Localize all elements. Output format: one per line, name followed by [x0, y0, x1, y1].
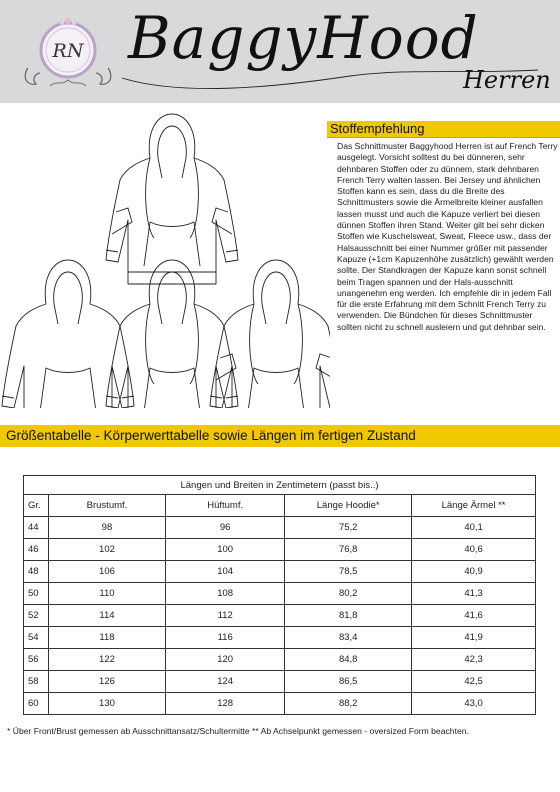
cell-chest: 122: [48, 649, 165, 671]
cell-hoodie-length: 76,8: [285, 539, 412, 561]
cell-hip: 116: [166, 627, 285, 649]
cell-size: 56: [24, 649, 49, 671]
table-caption: Längen und Breiten in Zentimetern (passt bis..): [24, 476, 536, 495]
cell-size: 50: [24, 583, 49, 605]
table-row: [24, 671, 536, 693]
cell-size: 44: [24, 517, 49, 539]
column-header-chest: Brustumf.: [48, 495, 165, 517]
cell-sleeve-length: 43,0: [412, 693, 536, 715]
hoodie-sketch-middle: [106, 260, 238, 408]
cell-hip: 100: [166, 539, 285, 561]
cell-hoodie-length: 78,5: [285, 561, 412, 583]
table-row: [24, 539, 536, 561]
brand-subtitle: Herren: [463, 66, 551, 94]
fabric-heading-bar: [327, 121, 560, 138]
header-banner: [0, 0, 560, 103]
cell-sleeve-length: 42,5: [412, 671, 536, 693]
cell-chest: 102: [48, 539, 165, 561]
column-header-hoodie-length: Länge Hoodie*: [285, 495, 412, 517]
cell-hoodie-length: 81,8: [285, 605, 412, 627]
cell-chest: 130: [48, 693, 165, 715]
fabric-heading: Stoffempfehlung: [330, 121, 425, 136]
column-header-size: Gr.: [24, 495, 49, 517]
cell-hoodie-length: 88,2: [285, 693, 412, 715]
table-row: [24, 605, 536, 627]
cell-chest: 118: [48, 627, 165, 649]
cell-chest: 98: [48, 517, 165, 539]
table-caption-row: [24, 476, 536, 495]
cell-hoodie-length: 75,2: [285, 517, 412, 539]
cell-sleeve-length: 40,1: [412, 517, 536, 539]
cell-chest: 106: [48, 561, 165, 583]
size-table: [23, 475, 536, 715]
table-row: [24, 583, 536, 605]
table-header-row: [24, 495, 536, 517]
hoodie-sketch-top: [106, 114, 238, 284]
table-row: [24, 693, 536, 715]
table-row: [24, 627, 536, 649]
cell-hip: 108: [166, 583, 285, 605]
table-row: [24, 561, 536, 583]
table-row: [24, 517, 536, 539]
cell-sleeve-length: 42,3: [412, 649, 536, 671]
logo-monogram: RN: [52, 40, 84, 62]
hoodie-sketch-left: [2, 260, 134, 408]
cell-size: 60: [24, 693, 49, 715]
size-table-heading-bar: [0, 425, 560, 447]
cell-size: 46: [24, 539, 49, 561]
brand-title: BaggyHood: [128, 4, 479, 72]
hoodie-sketches: [0, 108, 330, 408]
cell-hip: 112: [166, 605, 285, 627]
column-header-sleeve-length: Länge Ärmel **: [412, 495, 536, 517]
cell-size: 54: [24, 627, 49, 649]
cell-chest: 114: [48, 605, 165, 627]
cell-hip: 120: [166, 649, 285, 671]
table-row: [24, 649, 536, 671]
cell-hip: 96: [166, 517, 285, 539]
cell-chest: 110: [48, 583, 165, 605]
cell-size: 58: [24, 671, 49, 693]
cell-sleeve-length: 41,9: [412, 627, 536, 649]
size-table-heading: Größentabelle - Körperwerttabelle sowie Längen im fertigen Zustand: [6, 428, 416, 443]
hoodie-sketch-right: [210, 260, 330, 408]
cell-hip: 104: [166, 561, 285, 583]
cell-size: 52: [24, 605, 49, 627]
cell-chest: 126: [48, 671, 165, 693]
cell-hoodie-length: 86,5: [285, 671, 412, 693]
cell-hip: 128: [166, 693, 285, 715]
cell-size: 48: [24, 561, 49, 583]
footnote: * Über Front/Brust gemessen ab Ausschnittansatz/Schultermitte ** Ab Achselpunkt gemessen - oversized Form beachten.: [7, 726, 469, 736]
rn-logo: [22, 10, 114, 96]
column-header-hip: Hüftumf.: [166, 495, 285, 517]
cell-sleeve-length: 40,6: [412, 539, 536, 561]
cell-hoodie-length: 80,2: [285, 583, 412, 605]
fabric-recommendation-text: Das Schnittmuster Baggyhood Herren ist auf French Terry ausgelegt. Vorsicht solltest du bei dünneren, sehr dehnbaren Stoffen oder zu dünnem, stark dehnbaren French Terry walten lassen. Bei Jersey und ähnlichen Stoffen kann es sein, dass du die Breite des Schnittmusters sowie die Ärmelbreite kleiner ausfallen lassen musst und auch die Kapuze verliert bei diesen dünnen Stoffen ihren Stand. Weiter gilt bei sehr dicken Stoffen wie Kuschelsweat, Sweat, Fleece usw., dass der Halsausschnitt bei einer Nummer größer mit passender Kapuze (+1cm Kapuzenhöhe zusätzlich) gewählt werden sollte. Der Standkragen der Kapuze kann sonst schnell beim Tragen spannen und der Hals-ausschnitt unangenehm eng werden. Ich empfehle dir in jedem Fall für die erste Erfahrung mit dem Schnitt French Terry zu verwenden. Die Bündchen für dieses Schnittmuster sollten nicht zu schnell ausleiern und gut dehnbar sein.: [337, 141, 558, 332]
cell-hoodie-length: 84,8: [285, 649, 412, 671]
cell-sleeve-length: 40,9: [412, 561, 536, 583]
cell-sleeve-length: 41,6: [412, 605, 536, 627]
cell-hip: 124: [166, 671, 285, 693]
cell-hoodie-length: 83,4: [285, 627, 412, 649]
cell-sleeve-length: 41,3: [412, 583, 536, 605]
